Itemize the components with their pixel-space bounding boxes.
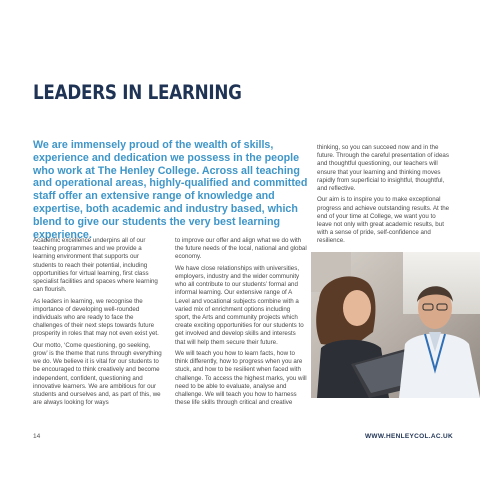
page-number: 14 bbox=[33, 433, 41, 440]
page-heading: LEADERS IN LEARNING bbox=[33, 81, 242, 104]
footer-website-link[interactable]: WWW.HENLEYCOL.AC.UK bbox=[364, 433, 453, 440]
body-column-3 bbox=[317, 144, 451, 249]
teacher-student-photo bbox=[311, 252, 480, 398]
column-1-paragraph-2: As leaders in learning, we recognise the importance of developing well-rounded individuals who are ready to face the challenges of their next steps towards future prosperity in roles that may not even exist yet. bbox=[33, 297, 159, 338]
body-column-2 bbox=[175, 237, 307, 411]
column-1-paragraph-1: Academic excellence underpins all of our teaching programmes and we provide a learning environment that supports our students to reach their potential, including opportunities for virtual learning, first class specialist facilities and spaces where learning can flourish. bbox=[33, 237, 158, 294]
column-2-paragraph-2: We have close relationships with universities, employers, industry and the wider community who all contribute to our students’ formal and informal learning. Our extensive range of A Level and vocational subjects combine with a varied mix of enrichment options including sport, the Arts and community projects which create exciting opportunities for our students to get involved and develop skills and interests that will help them secure their future. bbox=[175, 264, 304, 346]
column-3-paragraph-2: Our aim is to inspire you to make exceptional progress and achieve outstanding results. At the end of your time at College, we want you to leave not only with great academic results, but with a sense of pride, self-confidence and resilience. bbox=[317, 196, 450, 245]
column-3-paragraph-1: thinking, so you can succeed now and in the future. Through the careful presentation of ideas and thoughtful questioning, our teachers will ensure that your learning and thinking moves rapidly from superficial to insightful, thoughtful, and reflective. bbox=[317, 144, 449, 193]
body-column-1 bbox=[33, 237, 163, 411]
intro-paragraph: We are immensely proud of the wealth of skills, experience and dedication we possess in the people who work at The Henley College. Across all teaching and operational areas, highly-qualified and committed staff offer an extensive range of knowledge and expertise, both academic and industry based, which blend to give our students the very best learning experience. bbox=[33, 139, 308, 241]
column-2-paragraph-3: We will teach you how to learn facts, how to think differently, how to progress when you are stuck, and how to be resilient when faced with challenge. To access the highest marks, you will need to be able to evaluate, analyse and challenge. We will teach you how to harness these life skills through critical and creative bbox=[175, 350, 307, 407]
column-1-paragraph-3: Our motto, ‘Come questioning, go seeking, grow’ is the theme that runs through everything we do. We believe it is vital for our students to be encouraged to think creatively and become independent, confident, questioning and innovative learners. We are ambitious for our students and ourselves and, as part of this, we are always looking for ways bbox=[33, 341, 162, 407]
column-2-paragraph-1: to improve our offer and align what we do with the future needs of the local, national and global economy. bbox=[175, 237, 307, 261]
